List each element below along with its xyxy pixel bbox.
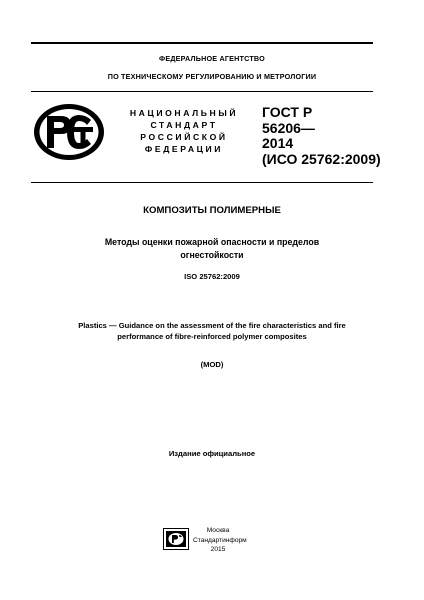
standartinform-logo-icon bbox=[163, 528, 189, 550]
subtitle-line-2: огнестойкости bbox=[180, 250, 244, 260]
top-rule bbox=[31, 42, 373, 44]
national-standard-line-1: НАЦИОНАЛЬНЫЙ bbox=[129, 108, 239, 118]
designation-rule bbox=[31, 182, 373, 183]
iso-reference: ISO 25762:2009 bbox=[184, 272, 240, 281]
publisher-name: Стандартинформ bbox=[193, 536, 247, 544]
standard-designation bbox=[262, 105, 381, 167]
national-standard-line-4: ФЕДЕРАЦИИ bbox=[144, 144, 224, 154]
english-title bbox=[0, 320, 424, 342]
subtitle-line-1: Методы оценки пожарной опасности и пределов bbox=[104, 237, 320, 247]
english-title-line-1: Plastics — Guidance on the assessment of the fire characteristics and fire bbox=[78, 321, 346, 330]
agency-line-1: ФЕДЕРАЛЬНОЕ АГЕНТСТВО bbox=[159, 54, 265, 63]
header-rule bbox=[31, 91, 373, 92]
designation-line-2: 56206— bbox=[262, 119, 315, 136]
rst-certification-mark-icon bbox=[33, 103, 105, 161]
agency-line-2: ПО ТЕХНИЧЕСКОМУ РЕГУЛИРОВАНИЮ И МЕТРОЛОГИИ bbox=[107, 72, 317, 81]
publisher-year: 2015 bbox=[210, 546, 226, 553]
publisher-block bbox=[193, 526, 247, 555]
edition-label: Издание официальное bbox=[168, 449, 256, 458]
designation-line-4: (ИСО 25762:2009) bbox=[262, 150, 381, 167]
english-title-line-2: performance of fibre-reinforced polymer composites bbox=[117, 332, 307, 341]
modification-label: (MOD) bbox=[200, 360, 224, 369]
document-title: КОМПОЗИТЫ ПОЛИМЕРНЫЕ bbox=[143, 205, 281, 216]
national-standard-label bbox=[122, 107, 246, 155]
publisher-city: Москва bbox=[206, 527, 230, 534]
document-subtitle bbox=[0, 236, 424, 262]
designation-line-3: 2014 bbox=[262, 135, 294, 151]
national-standard-line-2: СТАНДАРТ bbox=[150, 120, 218, 130]
national-standard-line-3: РОССИЙСКОЙ bbox=[140, 132, 228, 142]
designation-line-1: ГОСТ Р bbox=[262, 104, 313, 120]
